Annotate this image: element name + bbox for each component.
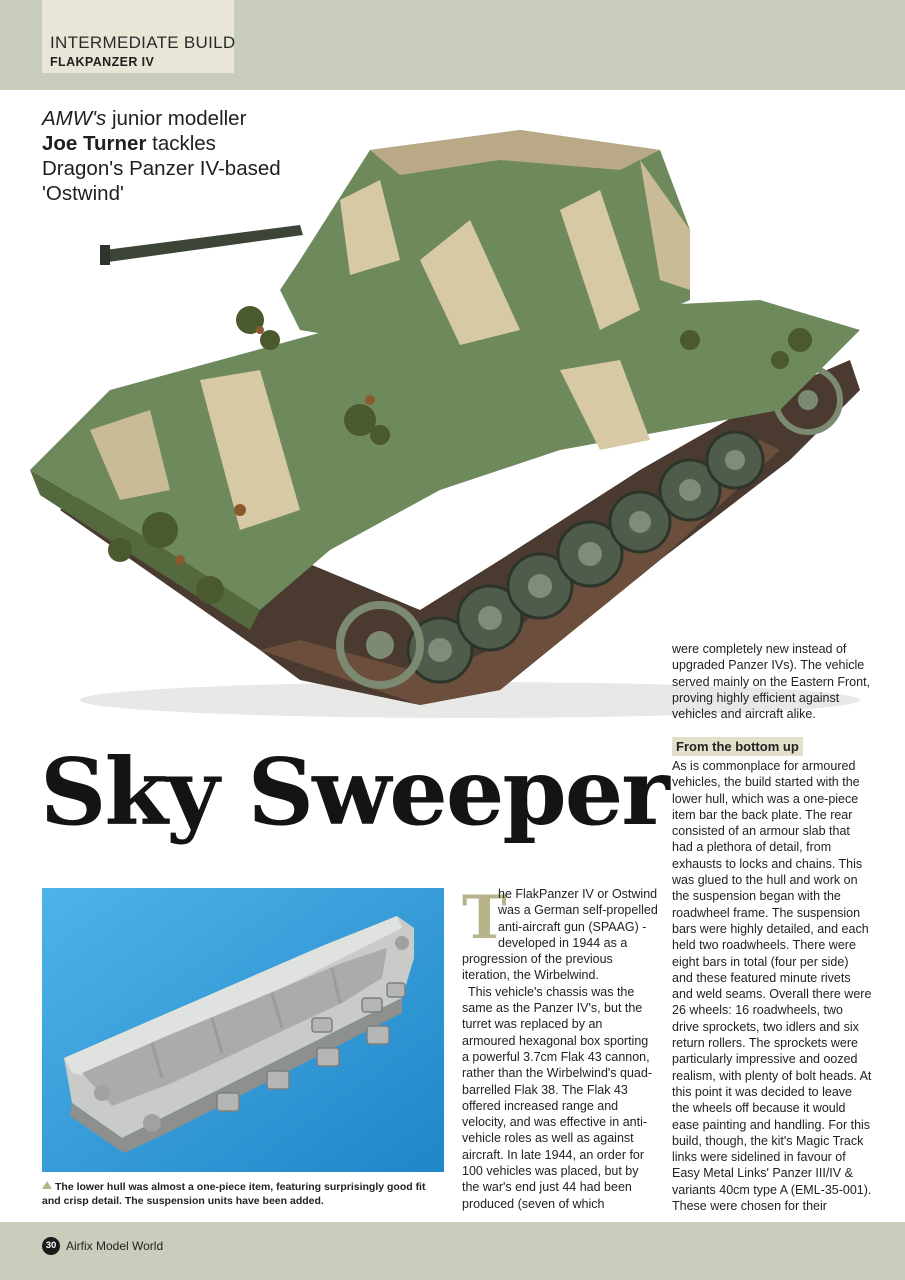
folio xyxy=(42,1237,163,1255)
standfirst-author: Joe Turner xyxy=(42,132,147,155)
article-paragraph: he FlakPanzer IV or Ostwind was a German self-propelled anti-aircraft gun (SPAAG) - developed in 1944 as a progression of the previous iteration, the Wirbelwind. xyxy=(462,887,658,983)
article-column-3-bottom xyxy=(672,758,872,1214)
page-number: 30 xyxy=(42,1237,60,1255)
caption-triangle-icon xyxy=(42,1181,52,1189)
article-paragraph: As is commonplace for armoured vehicles, the build started with the lower hull, which was a one-piece item bar the back plate. The rear consisted of an armour slab that had a plethora of detail, from exhausts to locks and chains. This was glued to the hull and work on the suspension began with the roadwheel frame. The suspension bars were highly detailed, and each held two roadwheels. There were eight bars in total (four per side) and these featured minute rivets and weld seams. Overall there were 26 wheels: 16 roadwheels, two drive sprockets, two idlers and six return rollers. The sprockets were particularly impressive and oozed realism, with plenty of bolt heads. At this point it was decided to leave the wheels off because it would ease painting and handling. For this build, though, the kit's Magic Track links were sidelined in favour of Easy Metal Links' Panzer III/IV & variants 40cm type A (EML-35-001). These were chosen for their xyxy=(672,759,872,1214)
photo-caption xyxy=(42,1180,442,1208)
headline: Sky Sweeper xyxy=(40,738,668,846)
article-paragraph: This vehicle's chassis was the same as the Panzer IV's, but the turret was replaced by an armoured hexagonal box sporting a powerful 3.7cm Flak 43 cannon, rather than the Wirbelwind's quad-barrelled Flak 38. The Flak 43 offered increased range and velocity, and was effective in anti-vehicle roles as well as against aircraft. In late 1944, an order for 100 vehicles was placed, but by the war's end just 44 had been produced (seven of which xyxy=(462,984,652,1211)
article-column-2 xyxy=(462,883,658,1212)
magazine-name: Airfix Model World xyxy=(66,1239,164,1253)
standfirst-magazine: AMW's xyxy=(42,107,107,130)
subheading: From the bottom up xyxy=(672,737,803,756)
standfirst-text-1: junior modeller xyxy=(106,107,247,130)
section-title: INTERMEDIATE BUILD xyxy=(50,33,236,52)
standfirst-text-2: tackles Dragon's Panzer IV-based 'Ostwind' xyxy=(42,132,281,205)
drop-cap: T xyxy=(462,883,507,953)
section-subtitle: FLAKPANZER IV xyxy=(50,55,155,69)
article-paragraph: were completely new instead of upgraded Panzer IVs). The vehicle served mainly on the Eastern Front, proving highly efficient against vehicles and aircraft alike. xyxy=(672,642,871,722)
lower-hull-photo xyxy=(42,888,444,1172)
caption-text: The lower hull was almost a one-piece item, featuring surprisingly good fit and crisp detail. The suspension units have been added. xyxy=(42,1181,426,1207)
article-column-3-top xyxy=(672,641,872,722)
standfirst xyxy=(42,106,282,206)
